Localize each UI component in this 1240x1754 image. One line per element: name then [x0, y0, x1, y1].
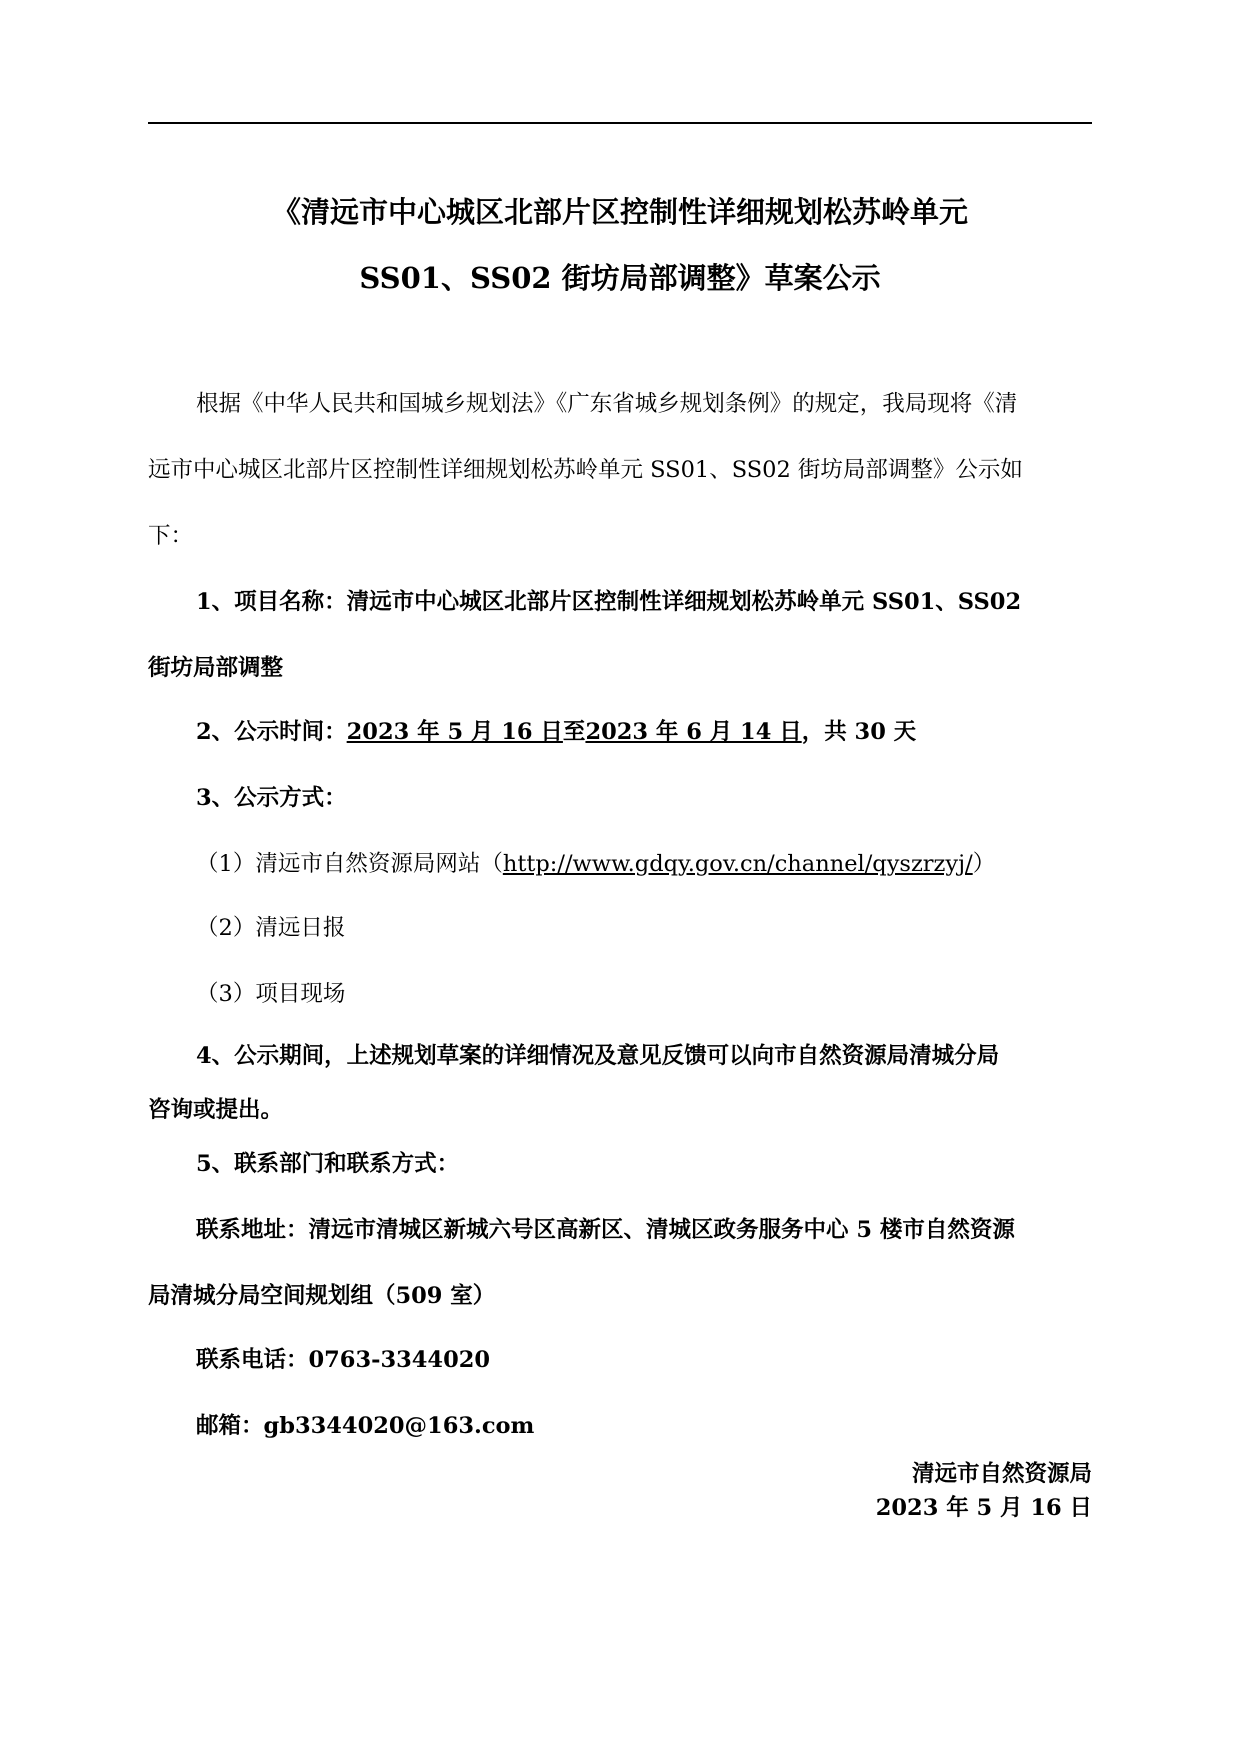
item3-heading: 3、公示方式： — [196, 785, 347, 811]
item3-way-2: （2）清远日报 — [196, 915, 346, 941]
intro-line-3: 下： — [148, 523, 194, 549]
item2-publicity-period — [196, 716, 1092, 748]
title-line-2: SS01、SS02 街坊局部调整》草案公示 — [359, 261, 881, 295]
website-link[interactable]: http://www.gdqy.gov.cn/channel/qyszrzyj/ — [502, 851, 973, 877]
end-date: 2023 年 6 月 14 日 — [585, 719, 802, 745]
item4-line-1: 4、公示期间，上述规划草案的详细情况及意见反馈可以向市自然资源局清城分局 — [196, 1043, 1000, 1069]
contact-email: 邮箱：gb3344020@163.com — [196, 1413, 535, 1439]
contact-address-line-1: 联系地址：清远市清城区新城六号区高新区、清城区政务服务中心 5 楼市自然资源 — [196, 1217, 1015, 1243]
way1-prefix: （1）清远市自然资源局网站（ — [196, 851, 503, 877]
way1-suffix: ） — [972, 851, 996, 877]
item4-line-2: 咨询或提出。 — [148, 1097, 284, 1123]
contact-address-line-2: 局清城分局空间规划组（509 室） — [148, 1283, 496, 1309]
item2-prefix: 2、公示时间： — [196, 719, 347, 745]
intro-line-2: 远市中心城区北部片区控制性详细规划松苏岭单元 SS01、SS02 街坊局部调整》公示如 — [148, 457, 1023, 483]
contact-phone: 联系电话：0763-3344020 — [196, 1347, 491, 1373]
item1-line-1: 1、项目名称：清远市中心城区北部片区控制性详细规划松苏岭单元 SS01、SS02 — [196, 589, 1022, 615]
title-line-1: 《清远市中心城区北部片区控制性详细规划松苏岭单元 — [271, 195, 968, 229]
item2-to: 至 — [562, 719, 586, 745]
start-date: 2023 年 5 月 16 日 — [346, 719, 563, 745]
intro-line-1: 根据《中华人民共和国城乡规划法》《广东省城乡规划条例》的规定，我局现将《清 — [196, 391, 1018, 417]
signature-org: 清远市自然资源局 — [911, 1461, 1092, 1487]
item1-line-2: 街坊局部调整 — [148, 655, 284, 681]
signature-date: 2023 年 5 月 16 日 — [875, 1495, 1092, 1521]
item5-heading: 5、联系部门和联系方式： — [196, 1151, 460, 1177]
item3-way-1 — [196, 848, 1092, 880]
item3-way-3: （3）项目现场 — [196, 981, 346, 1007]
header-rule — [148, 122, 1092, 124]
item2-suffix: ，共 30 天 — [801, 719, 917, 745]
